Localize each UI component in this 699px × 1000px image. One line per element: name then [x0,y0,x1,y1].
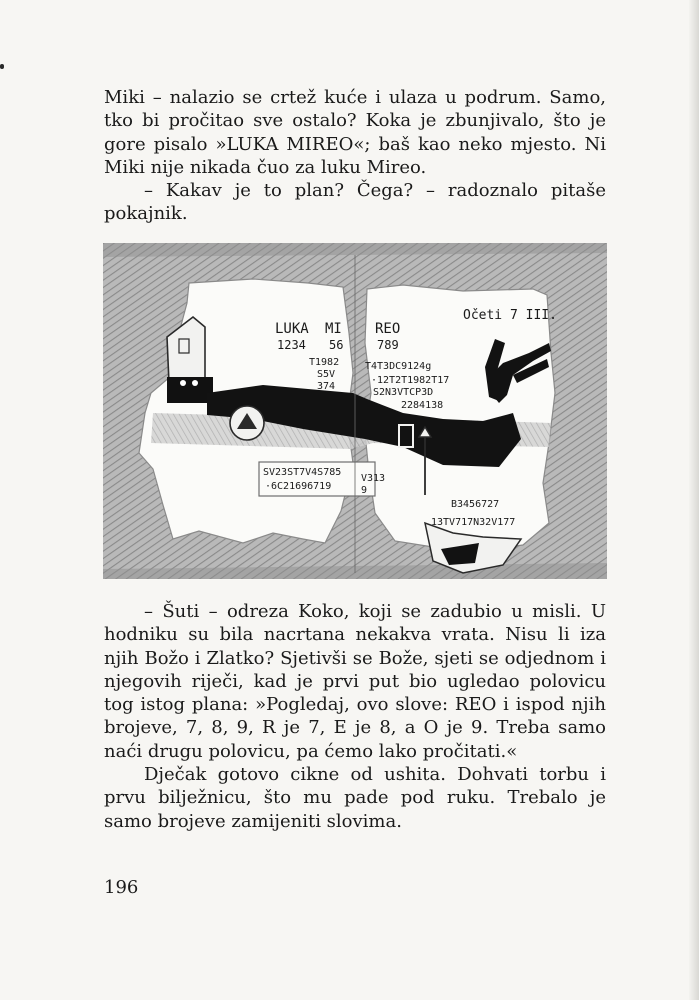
code-line: 2284138 [401,400,444,411]
digits-left: 1234 [277,338,306,352]
paragraph: – Šuti – odreza Koko, koji se zadubio u misli. U hodniku su bila nacrtana nekakva vrata. Nisu li iza njih Božo i Zlatko? Sjetivši se Bože, sjeti se odjednom i njegovih riječi, kad je prvi put bio ugledao polovicu tog istog plana: »Pogledaj, ovo slove: REO i ispod njih brojeve, 7, 8, 9, R je 7, E je 8, a O je 9. Treba samo naći drugu polovicu, pa ćemo lako pročitati.« [104,601,606,762]
sketch-drawing [103,243,607,579]
label-reo: REO [375,321,401,337]
text-block-top [104,86,606,226]
code-line: T4T3DC9124g [365,361,432,372]
code-line: SV23ST7V4S785 [263,467,342,478]
paragraph: Dječak gotovo cikne od ushita. Dohvati torbu i prvu bilježnicu, što mu pade pod ruku. Trebalo je samo brojeve zamijeniti slovima. [104,764,606,832]
code-line: 9 [361,485,368,496]
page-number: 196 [104,877,139,898]
margin-mark [0,64,4,69]
code-line: 13TV717N32V177 [431,517,516,528]
paragraph: – Kakav je to plan? Čega? – radoznalo pitaše pokajnik. [104,180,606,225]
treasure-map-sketch [103,243,607,579]
page-edge [689,0,699,1000]
cellar-entrance [167,377,213,403]
code-line: T1982 [309,357,340,368]
paragraph: Miki – nalazio se crtež kuće i ulaza u podrum. Samo, tko bi pročitao sve ostalo? Koka je zbunjivalo, što je gore pisalo »LUKA MIREO«; baš kao neko mjesto. Ni Miki nije nikada čuo za luku Mireo. [104,87,606,178]
code-line: V313 [361,473,386,484]
code-line: S2N3VTCP3D [373,387,434,398]
label-luka: LUKA [275,321,309,337]
code-line: ·12T2T1982T17 [371,375,450,386]
code-line: S5V [317,369,336,380]
date-note: Očeti 7 III. [463,308,557,323]
code-line: ·6C21696719 [265,481,332,492]
text-block-bottom [104,600,606,833]
digits-right: 789 [377,338,399,352]
digits-mid: 56 [329,338,344,352]
code-line: 374 [317,381,336,392]
code-line: B3456727 [451,499,500,510]
label-mi: MI [325,321,342,337]
